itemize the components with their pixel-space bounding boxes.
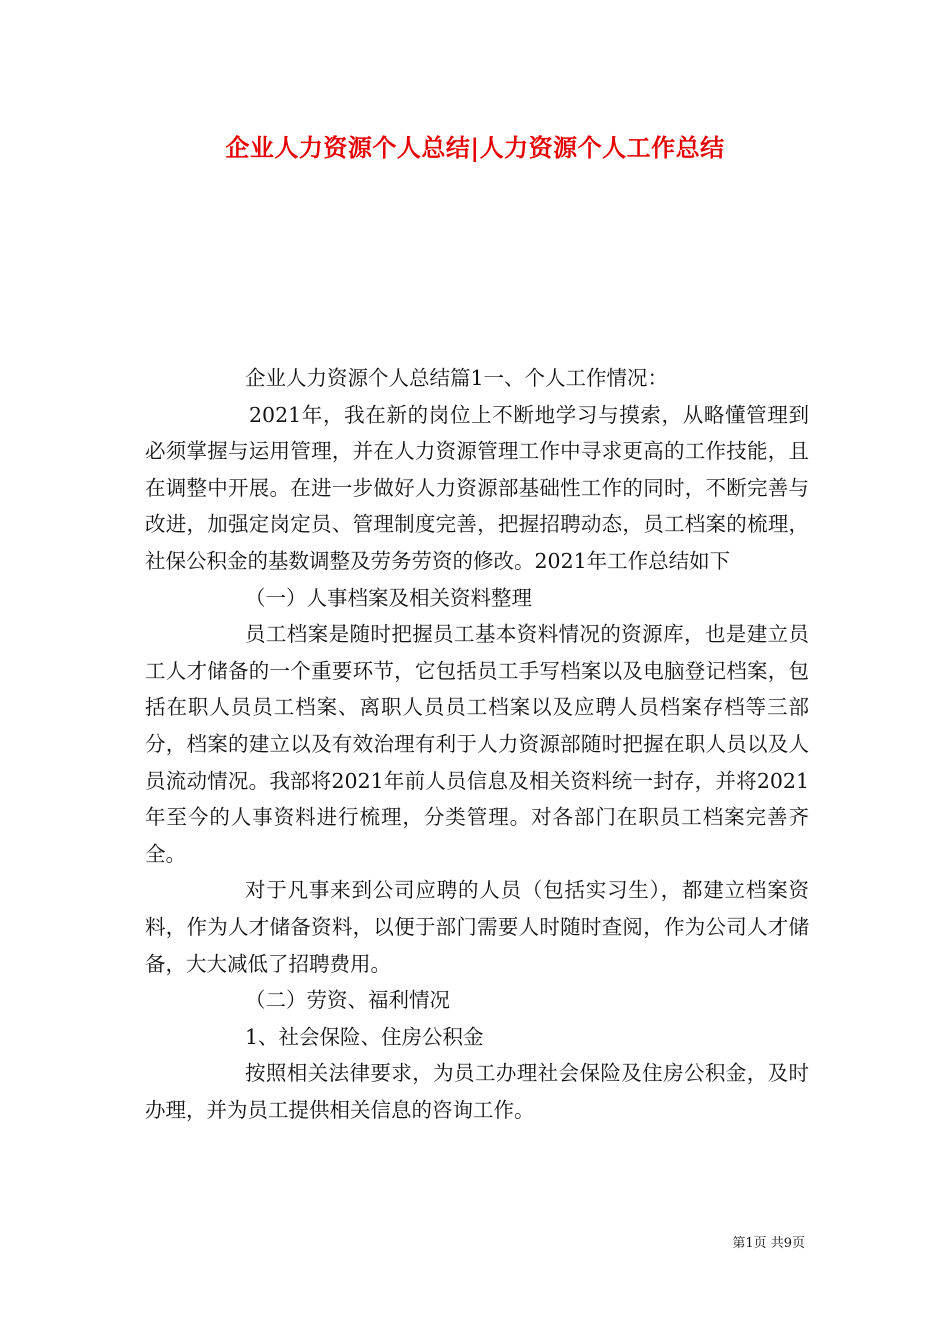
document-title: 企业人力资源个人总结|人力资源个人工作总结 (225, 133, 725, 162)
section-heading-archives: （一）人事档案及相关资料整理 (245, 585, 532, 610)
paragraph-archives: 员工档案是随时把握员工基本资料情况的资源库，也是建立员工人才储备的一个重要环节，它包括员工手写档案以及电脑登记档案，包括在职人员员工档案、离职人员员工档案以及应聘人员档案存档等三部分，档案的建立以及有效治理有利于人力资源部随时把握在职人员以及人员流动情况。我部将2021年前人员信息及相关资料统一封存，并将2021年至今的人事资料进行梳理，分类管理。对各部门在职员工档案完善齐全。 (145, 622, 809, 866)
section-heading-welfare: （二）劳资、福利情况 (245, 988, 450, 1013)
paragraph-applicants: 对于凡事来到公司应聘的人员（包括实习生），都建立档案资料，作为人才储备资料，以便于部门需要人时随时查阅，作为公司人才储备，大大减低了招聘费用。 (145, 878, 809, 976)
paragraph-social-insurance: 按照相关法律要求，为员工办理社会保险及住房公积金，及时办理，并为员工提供相关信息的咨询工作。 (145, 1061, 809, 1122)
page-number: 第1页 共9页 (732, 1236, 805, 1251)
subheading-social-insurance: 1、社会保险、住房公积金 (245, 1024, 484, 1049)
paragraph-intro: 企业人力资源个人总结篇1一、个人工作情况： (245, 366, 669, 390)
paragraph-overview: 2021年，我在新的岗位上不断地学习与摸索，从略懂管理到必须掌握与运用管理，并在人力资源管理工作中寻求更高的工作技能，且在调整中开展。在进一步做好人力资源部基础性工作的同时，不断完善与改进，加强定岗定员、管理制度完善，把握招聘动态，员工档案的梳理，社保公积金的基数调整及劳务劳资的修改。2021年工作总结如下 (145, 402, 809, 573)
document-body (145, 360, 809, 1128)
